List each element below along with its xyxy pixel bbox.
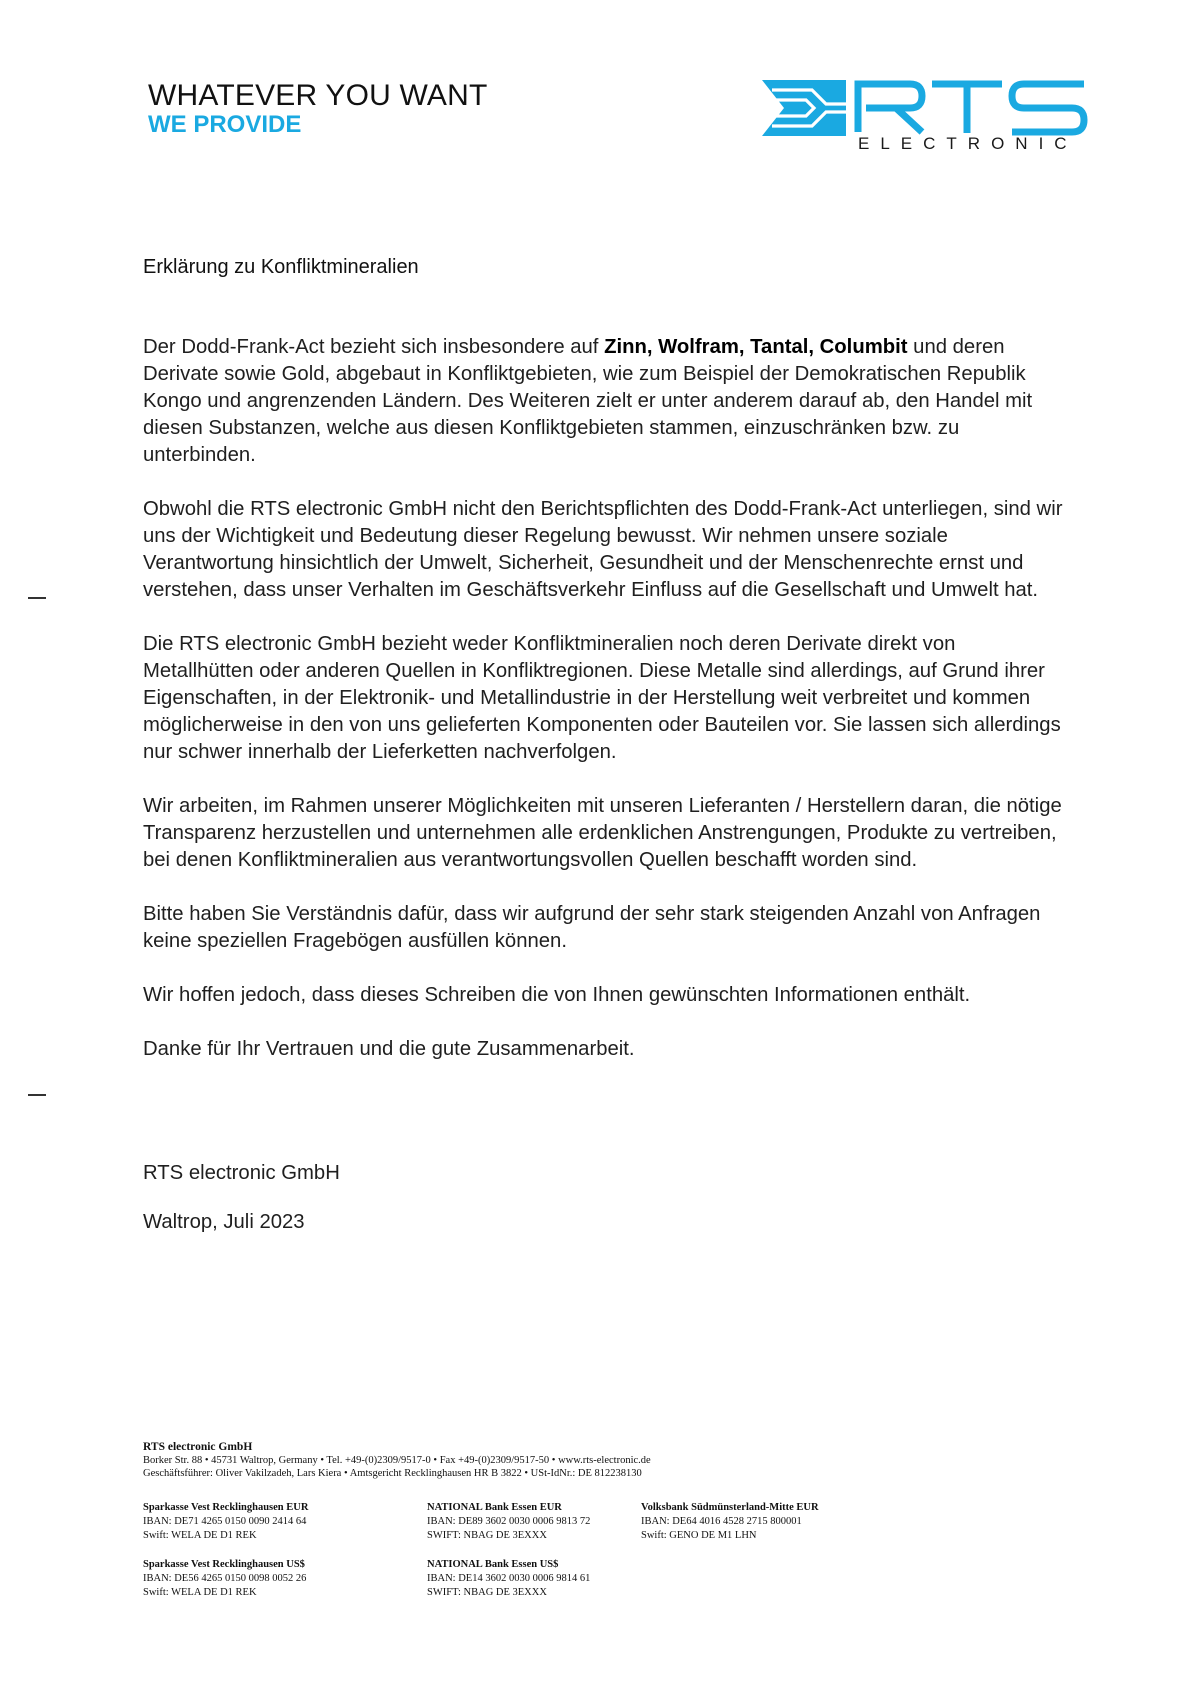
footer-company-name: RTS electronic GmbH (143, 1441, 253, 1453)
bank-iban: IBAN: DE89 3602 0030 0006 9813 72 (427, 1516, 591, 1527)
bank-name: NATIONAL Bank Essen US$ (427, 1559, 559, 1570)
bank-sparkasse-usd (143, 1558, 306, 1600)
paragraph-7: Danke für Ihr Vertrauen und die gute Zusammenarbeit. (143, 1038, 635, 1060)
bank-volksbank-eur (641, 1501, 819, 1543)
footer-address: Borker Str. 88 • 45731 Waltrop, Germany • Tel. +49-(0)2309/9517-0 • Fax +49-(0)2309/9517-50 • www.rts-electronic.de (143, 1455, 651, 1466)
bank-name: Volksbank Südmünsterland-Mitte EUR (641, 1502, 819, 1513)
paragraph-1-metals: Zinn, Wolfram, Tantal, Columbit (604, 336, 908, 358)
letter-body (143, 334, 1063, 1090)
paragraph-3: Die RTS electronic GmbH bezieht weder Konfliktmineralien noch deren Derivate direkt von Metallhütten oder anderen Quellen in Konfliktregionen. Diese Metalle sind allerdings, auf Grund ihrer Eigenschaften, in der Elektronik- und Metallindustrie in der Herstellung weit verbreitet und kommen möglicherweise in den von uns gelieferten Komponenten oder Bauteilen vor. Sie lassen sich allerdings nur schwer innerhalb der Lieferketten nachverfolgen. (143, 633, 1061, 763)
bank-sparkasse-eur (143, 1501, 308, 1543)
logo-subtext: ELECTRONIC (858, 134, 1078, 153)
paragraph-4: Wir arbeiten, im Rahmen unserer Möglichkeiten mit unseren Lieferanten / Herstellern daran, die nötige Transparenz herzustellen und unternehmen alle erdenklichen Anstrengungen, Produkte zu vertreiben, bei denen Konfliktmineralien aus verantwortungsvollen Quellen beschafft worden sind. (143, 795, 1062, 871)
bank-iban: IBAN: DE14 3602 0030 0006 9814 61 (427, 1573, 591, 1584)
rts-logo (762, 80, 1097, 155)
footer-company-info (143, 1441, 1043, 1480)
bank-swift: Swift: GENO DE M1 LHN (641, 1530, 757, 1541)
bank-swift: SWIFT: NBAG DE 3EXXX (427, 1530, 547, 1541)
bank-national-eur (427, 1501, 590, 1543)
paragraph-1-intro: Der Dodd-Frank-Act bezieht sich insbesondere auf (143, 336, 605, 358)
fold-mark (28, 597, 46, 599)
footer-management: Geschäftsführer: Oliver Vakilzadeh, Lars Kiera • Amtsgericht Recklinghausen HR B 3822 • USt-IdNr.: DE 812238130 (143, 1468, 642, 1479)
bank-swift: Swift: WELA DE D1 REK (143, 1530, 257, 1541)
bank-name: Sparkasse Vest Recklinghausen US$ (143, 1559, 305, 1570)
bank-iban: IBAN: DE64 4016 4528 2715 800001 (641, 1516, 802, 1527)
bank-name: NATIONAL Bank Essen EUR (427, 1502, 562, 1513)
punch-mark (28, 1094, 46, 1096)
bank-name: Sparkasse Vest Recklinghausen EUR (143, 1502, 309, 1513)
paragraph-1 (143, 334, 1063, 469)
paragraph-6: Wir hoffen jedoch, dass dieses Schreiben die von Ihnen gewünschten Informationen enthält. (143, 984, 971, 1006)
slogan (148, 80, 488, 138)
slogan-line-2: WE PROVIDE (148, 111, 302, 138)
bank-swift: Swift: WELA DE D1 REK (143, 1587, 257, 1598)
bank-iban: IBAN: DE71 4265 0150 0090 2414 64 (143, 1516, 307, 1527)
bank-swift: SWIFT: NBAG DE 3EXXX (427, 1587, 547, 1598)
paragraph-5: Bitte haben Sie Verständnis dafür, dass wir aufgrund der sehr stark steigenden Anzahl von Anfragen keine speziellen Fragebögen ausfüllen können. (143, 903, 1041, 952)
document-heading: Erklärung zu Konfliktmineralien (143, 256, 419, 278)
slogan-line-1: WHATEVER YOU WANT (148, 79, 488, 112)
signature-company: RTS electronic GmbH (143, 1162, 340, 1184)
bank-iban: IBAN: DE56 4265 0150 0098 0052 26 (143, 1573, 307, 1584)
paragraph-1-derivates: und deren Derivate sowie Gold (143, 336, 1005, 385)
place-date: Waltrop, Juli 2023 (143, 1211, 305, 1233)
paragraph-1-rest: , abgebaut in Konfliktgebieten, wie zum Beispiel der Demokratischen Republik Kongo und angrenzenden Ländern. Des Weiteren zielt er unter anderem darauf ab, den Handel mit diesen Substanzen, welche aus diesen Konfliktgebieten stammen, einzuschränken bzw. zu unterbinden. (143, 363, 1033, 466)
rts-logo-icon (762, 80, 1097, 136)
bank-national-usd (427, 1558, 590, 1600)
paragraph-2: Obwohl die RTS electronic GmbH nicht den Berichtspflichten des Dodd-Frank-Act unterliegen, sind wir uns der Wichtigkeit und Bedeutung dieser Regelung bewusst. Wir nehmen unsere soziale Verantwortung hinsichtlich der Umwelt, Sicherheit, Gesundheit und der Menschenrechte ernst und verstehen, dass unser Verhalten im Geschäftsverkehr Einfluss auf die Gesellschaft und Umwelt hat. (143, 498, 1063, 601)
